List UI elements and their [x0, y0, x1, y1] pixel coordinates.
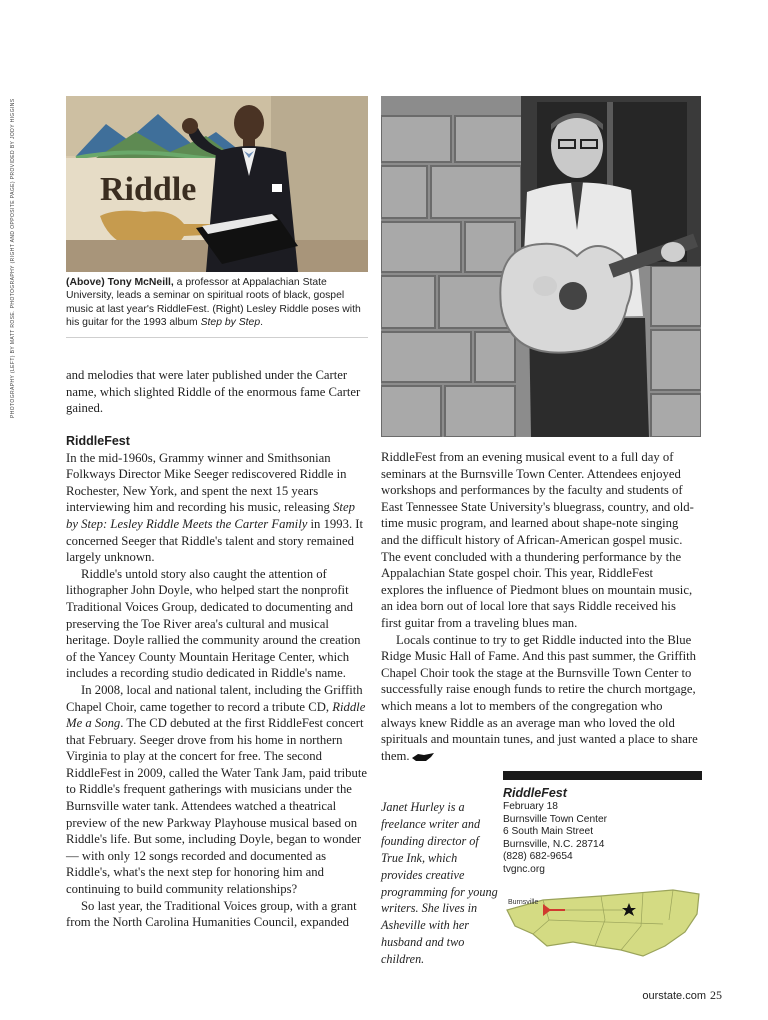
- map-label-burnsville: Burnsville: [508, 899, 539, 906]
- paragraph-4: So last year, the Traditional Voices group, with a grant from the North Carolina Humanities Council, expanded: [66, 898, 357, 930]
- caption-album: Step by Step: [200, 316, 261, 328]
- author-bio: Janet Hurley is a freelance writer and founding director of True Ink, which provides creative programming for young writers. She lives in Asheville with her husband and two children.: [381, 800, 498, 967]
- caption-text: a professor at Appalachian State University, leads a seminar on spiritual roots of black, gospel music at last year's RiddleFest. (Right) Lesley Riddle poses with his guitar for the 1993 album: [66, 277, 361, 328]
- info-street: 6 South Main Street: [503, 826, 594, 838]
- photo-tony-mcneill: [66, 96, 368, 272]
- page-footer: [642, 988, 722, 1003]
- intro-paragraph: and melodies that were later published under the Carter name, which slighted Riddle of the enormous fame Carter gained.: [66, 368, 361, 416]
- page-number: 25: [710, 988, 722, 1002]
- section-heading: RiddleFest: [66, 434, 130, 448]
- sign-text-riddle: Riddle: [100, 171, 197, 208]
- info-venue: Burnsville Town Center: [503, 813, 607, 825]
- paragraph-5: RiddleFest from an evening musical event to a full day of seminars at the Burnsville Town Center. Attendees enjoyed workshops and performances by the faculty and students of East Tennessee State University's bluegrass, country, and old-time music program, and learned about shape-note singing and the difficult history of African-American gospel music. The event concluded with a thundering performance by the Appalachian State gospel choir. This year, RiddleFest explores the influence of Piedmont blues on mountain music, an idea born out of local lore that says Riddle received his first guitar from a traveling blues man.: [381, 450, 694, 630]
- left-column: [66, 433, 367, 931]
- event-info-box: [503, 786, 703, 877]
- info-website[interactable]: tvgnc.org: [503, 863, 545, 875]
- right-column: [381, 449, 699, 764]
- paragraph-3: In 2008, local and national talent, including the Griffith Chapel Choir, came together to record a tribute CD, Riddle Me a Song. The CD debuted at the first RiddleFest concert that February. Seeger drove from his home in northern Virginia to play at the concert for free. The second RiddleFest in 2009, called the Water Tank Jam, paid tribute to Riddle's frequent gatherings with musicians under the Burnsville water tank. Attendees watched a theatrical preview of the new Parkway Playhouse musical based on Riddle's life. But some, including Doyle, began to wonder — with only 12 songs recorded and documented as Riddle's, what's the next step for honoring him and continuing to build community relationships?: [66, 682, 367, 897]
- paragraph-2: Riddle's untold story also caught the attention of lithographer John Doyle, who helped start the nonprofit Traditional Voices Group, dedicated to documenting and preserving the Toe River area's cultural and musical heritage. Doyle rallied the community around the creation of the Yancey County Mountain Heritage Center, which includes a recording studio dedicated in Riddle's name.: [66, 566, 361, 681]
- info-box-bar: [503, 771, 702, 780]
- photo-caption: (Above) Tony McNeill, a professor at Appalachian State University, leads a seminar on spiritual roots of black, gospel music at last year's RiddleFest. (Right) Lesley Riddle poses with his guitar for the 1993 album Step by Step.: [66, 277, 361, 328]
- nc-state-end-icon: [412, 752, 434, 762]
- caption-divider: [66, 337, 368, 338]
- info-phone: (828) 682-9654: [503, 851, 573, 863]
- photo-lesley-riddle: [381, 96, 701, 437]
- footer-site[interactable]: ourstate.com: [642, 990, 706, 1002]
- caption-name: (Above) Tony McNeill,: [66, 277, 174, 288]
- album-title: Step by Step: Lesley Riddle Meets the Carter Family: [66, 500, 355, 531]
- info-title: RiddleFest: [503, 786, 567, 800]
- info-date: February 18: [503, 801, 558, 812]
- info-city: Burnsville, N.C. 28714: [503, 838, 605, 850]
- paragraph-1: In the mid-1960s, Grammy winner and Smithsonian Folkways Director Mike Seeger rediscovered Riddle in Rochester, New York, and spent the next 15 years interviewing him and recording his music, releasing Step by Step: Lesley Riddle Meets the Carter Family in 1993. It concerned Seeger that Riddle's talent and story remained largely unknown.: [66, 450, 364, 565]
- paragraph-6: Locals continue to try to get Riddle inducted into the Blue Ridge Music Hall of Fame. And this past summer, the Griffith Chapel Choir took the stage at the Burnsville Town Center to successfully raise enough funds to retire the church mortgage, which means a lot to members of the congregation who always knew Riddle as an average man who loved the old spirituals and mountain tunes, and just wanted a place to share them.: [381, 632, 698, 763]
- cd-title: Riddle Me a Song: [66, 699, 366, 731]
- nc-map: [503, 880, 703, 960]
- photo-credit: PHOTOGRAPHY (LEFT) BY MATT ROSE. PHOTOGRAPHY (RIGHT AND OPPOSITE PAGE) PROVIDED BY JODY HIGGINS: [10, 98, 16, 418]
